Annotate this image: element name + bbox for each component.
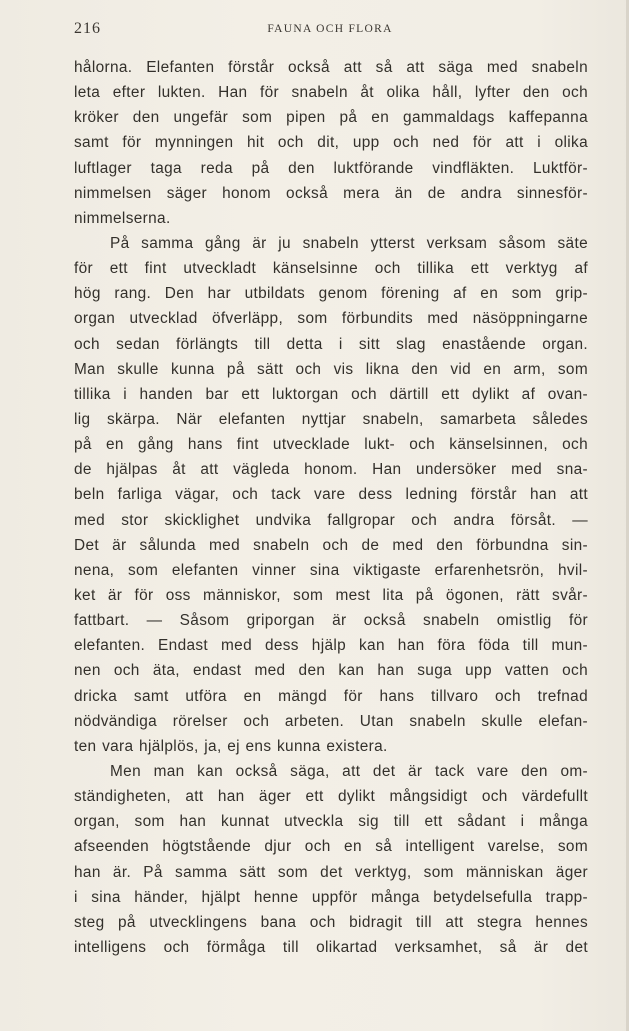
text-line: fattbart. — Såsom griporgan är också snabeln omistlig för [74, 612, 588, 630]
text-line: nödvändiga rörelser och arbeten. Utan snabeln skulle elefan- [74, 712, 588, 730]
text-line: Det är sålunda med snabeln och de med den förbundna sin- [74, 536, 588, 554]
text-line: samt för mynningen hit och dit, upp och ned för att i olika [74, 134, 588, 152]
text-line: han är. På samma sätt som det verktyg, som människan äger [74, 863, 588, 881]
text-line: luftlager taga reda på den luktförande vindfläkten. Luktför- [74, 159, 588, 177]
paragraph [74, 759, 588, 960]
text-line: tillika i handen bar ett luktorgan och därtill ett dylikt af ovan- [74, 385, 588, 403]
text-line: organ, som han kunnat utveckla sig till ett sådant i många [74, 813, 588, 831]
text-line: Men man kan också säga, att det är tack vare den om- [110, 762, 588, 780]
text-line: afseenden högtstående djur och en så intelligent varelse, som [74, 838, 588, 856]
text-line: på en gång hans fint utvecklade lukt- och känselsinnen, och [74, 436, 588, 454]
text-line: lig skärpa. När elefanten nyttjar snabeln, samarbeta således [74, 410, 588, 428]
text-line: hög rang. Den har utbildats genom förening af en som grip- [74, 285, 588, 303]
paragraph [74, 231, 588, 759]
text-line: och sedan förlängts till detta i sitt slag enastående organ. [74, 335, 588, 353]
text-line: intelligens och förmåga till olikartad verksamhet, så är det [74, 938, 588, 956]
body-text [74, 55, 588, 960]
text-line: ket är för oss människor, som mest lita på ögonen, rätt svår- [74, 586, 588, 604]
text-line: med stor skicklighet undvika fallgropar och andra försåt. — [74, 511, 588, 529]
text-line: i sina händer, hjälpt henne uppför många betydelsefulla trapp- [74, 888, 588, 906]
text-line: elefanten. Endast med dess hjälp kan han föra föda till mun- [74, 637, 588, 655]
text-line: beln farliga vägar, och tack vare dess ledning förstår han att [74, 486, 588, 504]
text-line: nen och äta, endast med den kan han suga upp vatten och [74, 662, 588, 680]
text-line: Man skulle kunna på sätt och vis likna den vid en arm, som [74, 360, 588, 378]
text-line: nena, som elefanten vinner sina viktigaste erfarenhetsrön, hvil- [74, 561, 588, 579]
text-line: för ett fint utveckladt känselsinne och tillika ett verktyg af [74, 260, 588, 278]
text-line: På samma gång är ju snabeln ytterst verksam såsom säte [110, 234, 588, 252]
running-title: FAUNA OCH FLORA [267, 23, 393, 35]
text-line: leta efter lukten. Han för snabeln åt olika håll, lyfter den och [74, 84, 588, 102]
page-header [74, 20, 586, 44]
text-line: hålorna. Elefanten förstår också att så att säga med snabeln [74, 59, 588, 76]
text-line: organ utvecklad öfverläpp, som förbundits med näsöppningarne [74, 310, 588, 328]
paragraph [74, 55, 588, 231]
text-line: de hjälpas åt att vägleda honom. Han undersöker med sna- [74, 461, 588, 479]
text-line: kröker den ungefär som pipen på en gammaldags kaffepanna [74, 109, 588, 127]
text-line: nimmelserna. [74, 209, 171, 227]
text-line: ten vara hjälplös, ja, ej ens kunna existera. [74, 737, 388, 755]
text-line: nimmelsen säger honom också mera än de andra sinnesför- [74, 184, 588, 202]
text-line: steg på utvecklingens bana och bidragit till att stegra hennes [74, 913, 588, 931]
page-number: 216 [74, 20, 101, 37]
text-line: ständigheten, att han äger ett dylikt mångsidigt och värdefullt [74, 788, 588, 806]
text-line: dricka samt utföra en mängd för hans tillvaro och trefnad [74, 687, 588, 705]
